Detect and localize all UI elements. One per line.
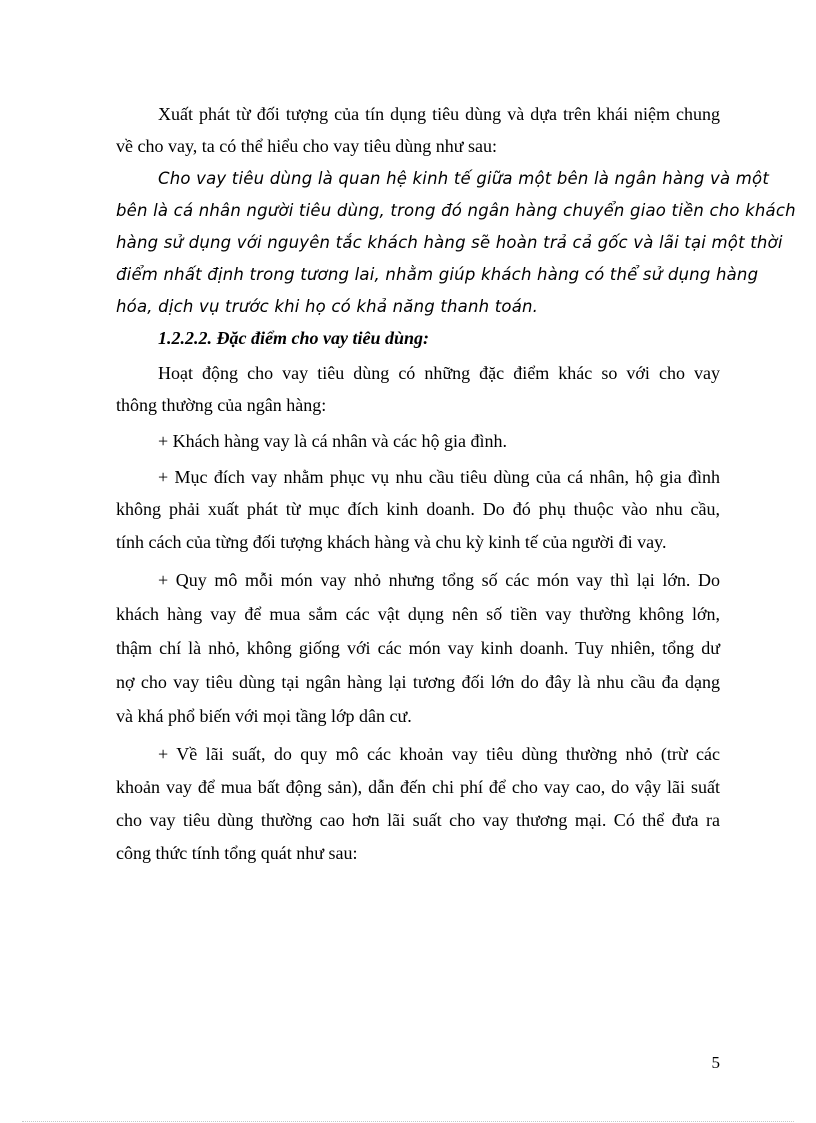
definition-line: điểm nhất định trong tương lai, nhằm giúp khách hàng có thể sử dụng hàng	[116, 265, 759, 284]
bullet-line: nợ cho vay tiêu dùng tại ngân hàng lại tương đối lớn do đây là nhu cầu đa dạng	[116, 672, 720, 692]
paragraph-line: Hoạt động cho vay tiêu dùng có những đặc điểm khác so với cho vay	[158, 363, 720, 383]
page-bottom-divider	[22, 1121, 794, 1122]
definition-line: bên là cá nhân người tiêu dùng, trong đó ngân hàng chuyển giao tiền cho khách	[116, 201, 796, 220]
paragraph-line: Xuất phát từ đối tượng của tín dụng tiêu dùng và dựa trên khái niệm chung	[158, 104, 720, 124]
bullet-line: khách hàng vay để mua sắm các vật dụng nên số tiền vay thường không lớn,	[116, 604, 720, 624]
bullet-line: + Mục đích vay nhằm phục vụ nhu cầu tiêu dùng của cá nhân, hộ gia đình	[158, 467, 720, 487]
bullet-line: công thức tính tổng quát như sau:	[116, 843, 358, 863]
bullet-line: và khá phổ biến với mọi tầng lớp dân cư.	[116, 706, 412, 726]
paragraph-line: về cho vay, ta có thể hiểu cho vay tiêu dùng như sau:	[116, 136, 497, 156]
bullet-line: tính cách của từng đối tượng khách hàng và chu kỳ kinh tế của người đi vay.	[116, 532, 667, 552]
bullet-line: + Quy mô mỗi món vay nhỏ nhưng tổng số các món vay thì lại lớn. Do	[158, 570, 720, 590]
section-heading: 1.2.2.2. Đặc điểm cho vay tiêu dùng:	[158, 328, 429, 348]
bullet-line: + Về lãi suất, do quy mô các khoản vay tiêu dùng thường nhỏ (trừ các	[158, 744, 720, 764]
bullet-line: + Khách hàng vay là cá nhân và các hộ gia đình.	[158, 431, 508, 451]
bullet-line: cho vay tiêu dùng thường cao hơn lãi suất cho vay thương mại. Có thể đưa ra	[116, 810, 720, 830]
bullet-line: khoản vay để mua bất động sản), dẫn đến chi phí để cho vay cao, do vậy lãi suất	[116, 777, 720, 797]
page-number: 5	[711, 1053, 720, 1072]
definition-line: hóa, dịch vụ trước khi họ có khả năng thanh toán.	[116, 297, 539, 316]
paragraph-line: thông thường của ngân hàng:	[116, 395, 327, 415]
bullet-line: thậm chí là nhỏ, không giống với các món vay kinh doanh. Tuy nhiên, tổng dư	[116, 638, 720, 658]
definition-line: hàng sử dụng với nguyên tắc khách hàng sẽ hoàn trả cả gốc và lãi tại một thời	[116, 233, 783, 252]
bullet-line: không phải xuất phát từ mục đích kinh doanh. Do đó phụ thuộc vào nhu cầu,	[116, 499, 720, 519]
definition-line: Cho vay tiêu dùng là quan hệ kinh tế giữa một bên là ngân hàng và một	[158, 169, 769, 188]
